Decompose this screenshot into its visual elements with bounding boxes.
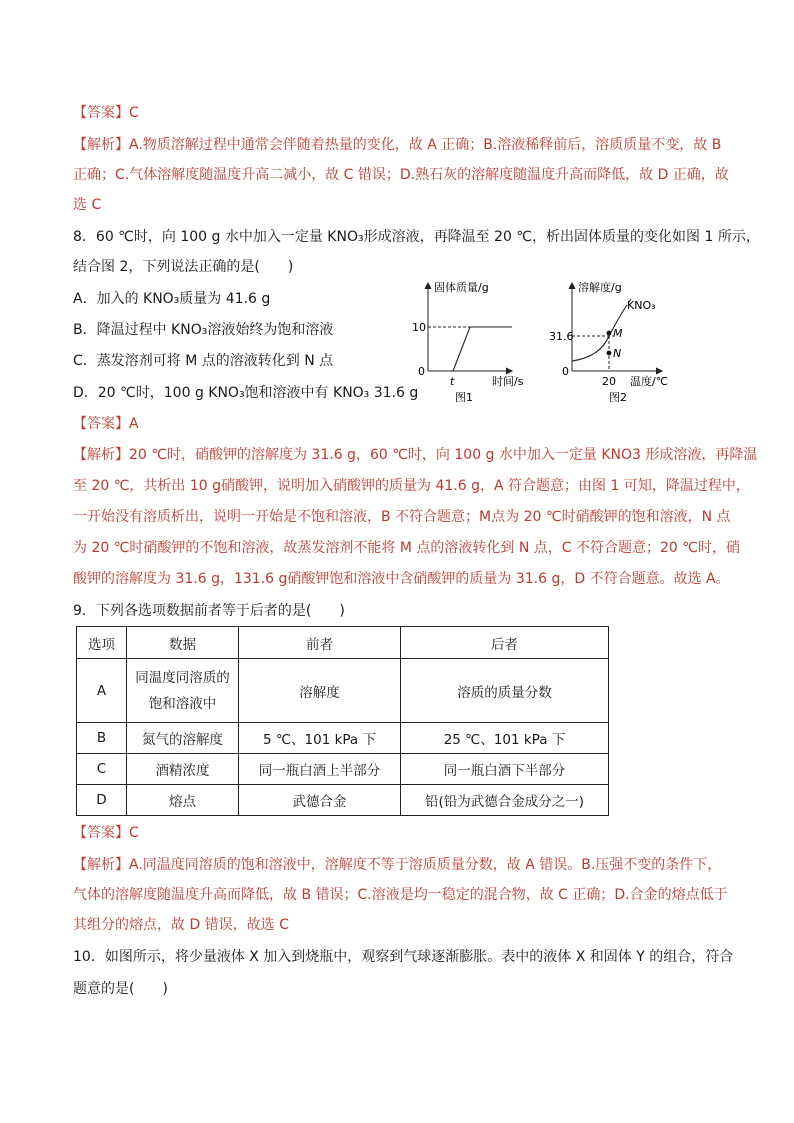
- q7-explain-line-1: [73, 134, 721, 156]
- fig1-y-tick: 10: [412, 321, 426, 334]
- q10-stem-line-2: 题意的是( ): [73, 981, 168, 997]
- q8-option-c: C．蒸发溶剂可将 M 点的溶液转化到 N 点: [73, 353, 334, 369]
- q8-option-b: B．降温过程中 KNO₃溶液始终为饱和溶液: [73, 322, 334, 338]
- fig2-xlabel: 温度/℃: [630, 375, 669, 388]
- fig1-origin: 0: [418, 365, 425, 378]
- header-data: 数据: [127, 627, 239, 659]
- table-row: [77, 723, 609, 754]
- q7-answer: [73, 102, 139, 124]
- fig2-point-n: [607, 351, 612, 356]
- q8-explain-line-5: 酸钾的溶解度为 31.6 g，131.6 g硝酸钾饱和溶液中含硝酸钾的质量为 31.6 g，D 不符合题意。故选 A。: [73, 571, 730, 587]
- q8-explain-line-4: 为 20 ℃时硝酸钾的不饱和溶液，故蒸发溶剂不能将 M 点的溶液转化到 N 点，C 不符合题意；20 ℃时，硝: [73, 540, 741, 556]
- cell-data: 氮气的溶解度: [127, 723, 239, 754]
- q7-explain-line-2: 正确；C.气体溶解度随温度升高二减小，故 C 错误；D.熟石灰的溶解度随温度升高而降低，故 D 正确，故: [73, 167, 729, 183]
- explain-text: A.物质溶解过程中通常会伴随着热量的变化，故 A 正确；B.溶液稀释前后，溶质质量不变，故 B: [129, 137, 722, 153]
- fig2-x-tick: 20: [602, 375, 616, 388]
- q8-explain-line-2: 至 20 ℃，共析出 10 g硝酸钾，说明加入硝酸钾的质量为 41.6 g，A 符合题意；由图 1 可知，降温过程中，: [73, 478, 750, 494]
- fig1-curve: [453, 327, 512, 371]
- fig2-series-label: KNO₃: [627, 299, 656, 312]
- cell-back: 溶质的质量分数: [401, 659, 609, 723]
- q9-stem: 9．下列各选项数据前者等于后者的是( ): [73, 603, 345, 619]
- table-row: [77, 659, 609, 723]
- table-row: [77, 785, 609, 816]
- figure-1: [400, 275, 540, 410]
- cell-data: [127, 659, 239, 723]
- cell-option: B: [77, 723, 127, 754]
- q8-answer: [73, 413, 139, 435]
- fig1-ylabel: 固体质量/g: [434, 281, 489, 294]
- explain-tag: 【解析】: [73, 857, 129, 873]
- answer-value: C: [129, 105, 139, 121]
- q10-stem-line-1: 10．如图所示，将少量液体 X 加入到烧瓶中，观察到气球逐渐膨胀。表中的液体 X 和固体 Y 的组合，符合: [73, 949, 734, 965]
- fig1-x-tick: t: [450, 375, 455, 388]
- cell-back: 25 ℃、101 kPa 下: [401, 723, 609, 754]
- header-front: 前者: [239, 627, 401, 659]
- fig1-xlabel: 时间/s: [492, 375, 524, 388]
- cell-front: 同一瓶白酒上半部分: [239, 754, 401, 785]
- header-option: 选项: [77, 627, 127, 659]
- cell-option: A: [77, 659, 127, 723]
- q9-explain-line-1: [73, 854, 721, 876]
- cell-data: 酒精浓度: [127, 754, 239, 785]
- fig2-ylabel: 溶解度/g: [578, 281, 622, 294]
- cell-front: 5 ℃、101 kPa 下: [239, 723, 401, 754]
- cell-data: 熔点: [127, 785, 239, 816]
- answer-tag: 【答案】: [73, 105, 129, 121]
- q9-explain-line-2: 气体的溶解度随温度升高而降低，故 B 错误；C.溶液是均一稳定的混合物，故 C 正确；D.合金的熔点低于: [73, 887, 728, 903]
- cell-front: 武德合金: [239, 785, 401, 816]
- explain-text: 20 ℃时，硝酸钾的溶解度为 31.6 g，60 ℃时，向 100 g 水中加入一定量 KNO3 形成溶液，再降温: [129, 447, 758, 463]
- fig1-caption: 图1: [455, 391, 473, 404]
- explain-tag: 【解析】: [73, 137, 129, 153]
- cell-back: 同一瓶白酒下半部分: [401, 754, 609, 785]
- fig2-y-tick: 31.6: [549, 330, 574, 343]
- q8-option-d: D．20 ℃时，100 g KNO₃饱和溶液中有 KNO₃ 31.6 g: [73, 385, 419, 401]
- answer-tag: 【答案】: [73, 825, 129, 841]
- explain-tag: 【解析】: [73, 447, 129, 463]
- fig2-m-label: M: [613, 327, 623, 340]
- cell-data-line: 同温度同溶质的: [135, 669, 230, 686]
- cell-front: 溶解度: [239, 659, 401, 723]
- fig2-origin: 0: [562, 365, 569, 378]
- cell-data-line: 饱和溶液中: [148, 695, 217, 712]
- q9-answer: [73, 822, 139, 844]
- answer-tag: 【答案】: [73, 416, 129, 432]
- fig2-caption: 图2: [609, 391, 627, 404]
- answer-value: C: [129, 825, 139, 841]
- q9-explain-line-3: 其组分的熔点，故 D 错误，故选 C: [73, 917, 289, 933]
- cell-option: D: [77, 785, 127, 816]
- fig2-point-m: [607, 331, 612, 336]
- table-header-row: [77, 627, 609, 659]
- cell-option: C: [77, 754, 127, 785]
- q8-option-a: A．加入的 KNO₃质量为 41.6 g: [73, 291, 271, 307]
- table-row: [77, 754, 609, 785]
- q8-explain-line-1: [73, 444, 757, 466]
- cell-back: 铅(铅为武德合金成分之一): [401, 785, 609, 816]
- explain-text: A.同温度同溶质的饱和溶液中，溶解度不等于溶质质量分数，故 A 错误。B.压强不变的条件下，: [129, 857, 722, 873]
- q8-stem-line-2: 结合图 2，下列说法正确的是( ): [73, 259, 294, 275]
- q7-explain-line-3: 选 C: [73, 197, 102, 213]
- answer-value: A: [129, 416, 139, 432]
- fig2-n-label: N: [613, 347, 622, 360]
- figure-2: [545, 275, 680, 410]
- header-back: 后者: [401, 627, 609, 659]
- q8-stem-line-1: 8．60 ℃时，向 100 g 水中加入一定量 KNO₃形成溶液，再降温至 20 ℃，析出固体质量的变化如图 1 所示，: [73, 229, 760, 245]
- q9-table: [76, 626, 609, 816]
- q8-explain-line-3: 一开始没有溶质析出，说明一开始是不饱和溶液，B 不符合题意；M点为 20 ℃时硝酸钾的饱和溶液，N 点: [73, 509, 731, 525]
